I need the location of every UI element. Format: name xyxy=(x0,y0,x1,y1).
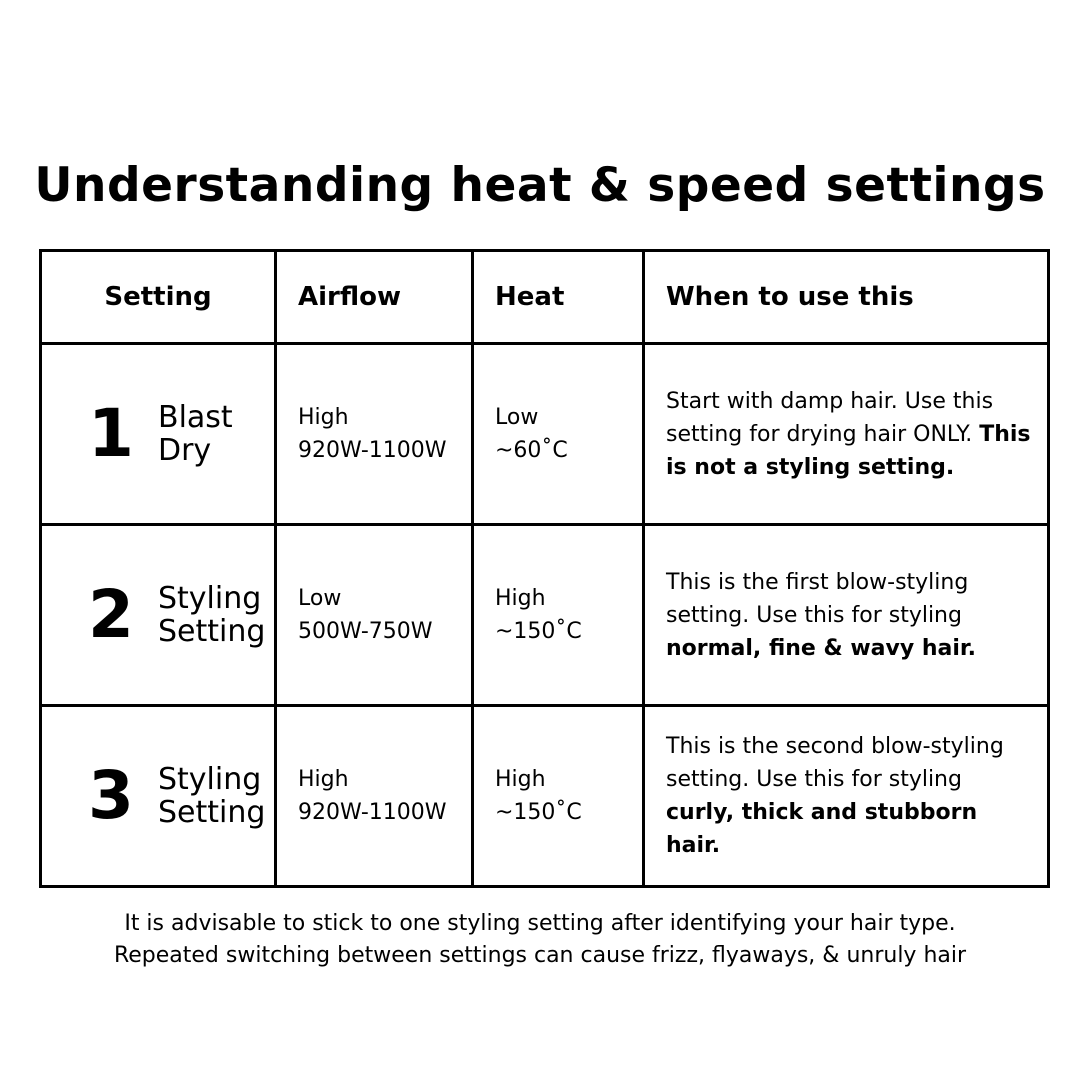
airflow-cell xyxy=(276,525,473,706)
footer-line-1: It is advisable to stick to one styling setting after identifying your hair type. xyxy=(124,911,956,936)
heat-temp: ~60˚C xyxy=(495,438,568,463)
when-to-use-cell xyxy=(644,525,1049,706)
table-row xyxy=(41,706,1049,887)
when-to-use-text: Start with damp hair. Use this setting for drying hair ONLY. This is not a styling setting. xyxy=(666,388,1031,480)
heat-level: High xyxy=(495,767,546,792)
setting-cell xyxy=(41,525,276,706)
table-header-row xyxy=(41,251,1049,344)
airflow-cell xyxy=(276,344,473,525)
setting-name xyxy=(158,401,233,467)
header-heat: Heat xyxy=(473,251,644,344)
setting-name-line1: Styling xyxy=(158,762,262,797)
setting-name-line1: Blast xyxy=(158,400,233,435)
setting-cell xyxy=(41,706,276,887)
header-airflow: Airflow xyxy=(276,251,473,344)
header-when-to-use: When to use this xyxy=(644,251,1049,344)
when-to-use-text: This is the second blow-styling setting. Use this for styling curly, thick and stubborn hair. xyxy=(666,734,1004,858)
airflow-watts: 920W-1100W xyxy=(298,438,447,463)
setting-name-line1: Styling xyxy=(158,581,262,616)
heat-cell xyxy=(473,706,644,887)
setting-name-line2: Setting xyxy=(158,795,266,830)
footer-line-2: Repeated switching between settings can cause frizz, flyaways, & unruly hair xyxy=(113,943,967,968)
setting-number: 1 xyxy=(88,395,134,472)
when-to-use-cell xyxy=(644,344,1049,525)
heat-temp: ~150˚C xyxy=(495,619,582,644)
when-to-use-text: This is the first blow-styling setting. Use this for styling normal, fine & wavy hair. xyxy=(666,569,976,661)
setting-name xyxy=(158,582,265,648)
setting-name-line2: Setting xyxy=(158,614,266,649)
heat-cell xyxy=(473,525,644,706)
footer-note xyxy=(0,908,1080,972)
airflow-watts: 500W-750W xyxy=(298,619,433,644)
heat-level: High xyxy=(495,586,546,611)
setting-name-line2: Dry xyxy=(158,433,212,468)
setting-number: 2 xyxy=(88,576,134,653)
airflow-watts: 920W-1100W xyxy=(298,800,447,825)
setting-number: 3 xyxy=(88,757,134,834)
table-row xyxy=(41,525,1049,706)
when-to-use-emphasis: curly, thick and stubborn hair. xyxy=(666,800,978,858)
table-row xyxy=(41,344,1049,525)
heat-cell xyxy=(473,344,644,525)
setting-cell xyxy=(41,344,276,525)
when-to-use-emphasis: normal, fine & wavy hair. xyxy=(666,635,976,661)
airflow-level: High xyxy=(298,767,349,792)
airflow-cell xyxy=(276,706,473,887)
when-to-use-cell xyxy=(644,706,1049,887)
when-to-use-emphasis: This is not a styling setting. xyxy=(666,421,1031,480)
setting-name xyxy=(158,763,265,829)
heat-level: Low xyxy=(495,405,539,430)
airflow-level: Low xyxy=(298,586,342,611)
header-setting: Setting xyxy=(41,251,276,344)
settings-table xyxy=(39,249,1050,888)
heat-temp: ~150˚C xyxy=(495,800,582,825)
page-title: Understanding heat & speed settings xyxy=(34,158,1046,213)
airflow-level: High xyxy=(298,405,349,430)
